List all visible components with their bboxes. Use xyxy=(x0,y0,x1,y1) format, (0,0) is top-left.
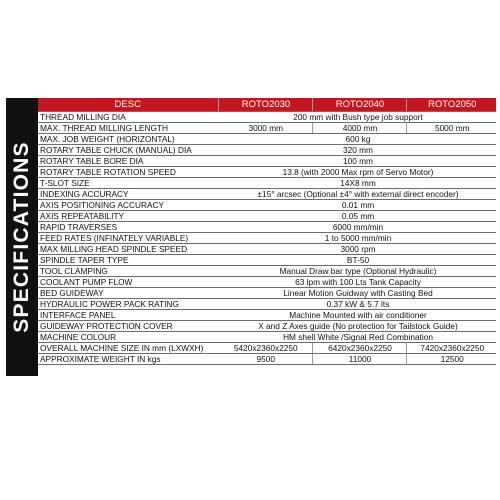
spec-value: Manual Draw bar type (Optional Hydraulic) xyxy=(218,266,496,277)
table-row xyxy=(38,310,496,321)
spec-label: GUIDEWAY PROTECTION COVER xyxy=(38,321,218,332)
table-row xyxy=(38,200,496,211)
spec-value: 200 mm with Bush type job support xyxy=(218,112,496,123)
spec-value: 12500 xyxy=(406,354,496,365)
spec-label: BED GUIDEWAY xyxy=(38,288,218,299)
table-row xyxy=(38,178,496,189)
spec-label: ROTARY TABLE ROTATION SPEED xyxy=(38,167,218,178)
spec-label: OVERALL MACHINE SIZE IN mm (LXWXH) xyxy=(38,343,218,354)
spec-value: 600 kg xyxy=(218,134,496,145)
spec-label: ROTARY TABLE CHUCK (MANUAL) DIA xyxy=(38,145,218,156)
table-header-row xyxy=(38,98,496,112)
spec-value: 5000 mm xyxy=(406,123,496,134)
spec-value: 5420x2360x2250 xyxy=(218,343,312,354)
table-row xyxy=(38,145,496,156)
spec-label: COOLANT PUMP FLOW xyxy=(38,277,218,288)
spec-value: 3000 mm xyxy=(218,123,312,134)
spec-value: 6420x2360x2250 xyxy=(312,343,406,354)
spec-label: AXIS POSITIONING ACCURACY xyxy=(38,200,218,211)
table-row xyxy=(38,134,496,145)
spec-label: MACHINE COLOUR xyxy=(38,332,218,343)
table-row xyxy=(38,211,496,222)
spec-value: 4000 mm xyxy=(312,123,406,134)
table-row xyxy=(38,343,496,354)
header-roto2050: ROTO2050 xyxy=(406,98,496,112)
specifications-table xyxy=(38,98,496,365)
specifications-sheet xyxy=(6,98,496,376)
table-row xyxy=(38,332,496,343)
spec-value: BT-50 xyxy=(218,255,496,266)
table-row xyxy=(38,354,496,365)
spec-value: 0.37 kW & 5.7 lts xyxy=(218,299,496,310)
spec-label: FEED RATES (INFINATELY VARIABLE) xyxy=(38,233,218,244)
spec-label: SPINDLE TAPER TYPE xyxy=(38,255,218,266)
header-roto2030: ROTO2030 xyxy=(218,98,312,112)
table-row xyxy=(38,299,496,310)
header-roto2040: ROTO2040 xyxy=(312,98,406,112)
spec-value: 63 lpm with 100 Lts Tank Capacity xyxy=(218,277,496,288)
spec-value: ±15° arcsec (Optional ±4° with external direct encoder) xyxy=(218,189,496,200)
spec-value: 9500 xyxy=(218,354,312,365)
table-row xyxy=(38,123,496,134)
spec-value: 1 to 5000 mm/min xyxy=(218,233,496,244)
spec-value: 100 mm xyxy=(218,156,496,167)
spec-value: HM shell White /Signal Red Combination xyxy=(218,332,496,343)
spec-label: MAX. THREAD MILLING LENGTH xyxy=(38,123,218,134)
spec-label: HYDRAULIC POWER PACK RATING xyxy=(38,299,218,310)
spec-label: MAX MILLING HEAD SPINDLE SPEED xyxy=(38,244,218,255)
spec-label: THREAD MILLING DIA xyxy=(38,112,218,123)
header-desc: DESC xyxy=(38,98,218,112)
table-row xyxy=(38,112,496,123)
table-row xyxy=(38,167,496,178)
spec-value: 0.01 mm xyxy=(218,200,496,211)
spec-value: 320 mm xyxy=(218,145,496,156)
table-row xyxy=(38,222,496,233)
spec-value: 0.05 mm xyxy=(218,211,496,222)
spec-label: INTERFACE PANEL xyxy=(38,310,218,321)
spec-label: ROTARY TABLE BORE DIA xyxy=(38,156,218,167)
spec-label: TOOL CLAMPING xyxy=(38,266,218,277)
spec-value: 6000 mm/min xyxy=(218,222,496,233)
spec-value: 3000 rpm xyxy=(218,244,496,255)
table-body xyxy=(38,112,496,365)
table-row xyxy=(38,321,496,332)
spec-value: 11000 xyxy=(312,354,406,365)
spec-label: RAPID TRAVERSES xyxy=(38,222,218,233)
spec-label: INDEXING ACCURACY xyxy=(38,189,218,200)
spec-value: Machine Mounted with air conditioner xyxy=(218,310,496,321)
table-row xyxy=(38,277,496,288)
spec-label: APPROXIMATE WEIGHT IN kgs xyxy=(38,354,218,365)
table-row xyxy=(38,266,496,277)
table-row xyxy=(38,255,496,266)
table-row xyxy=(38,156,496,167)
spec-label: T-SLOT SIZE xyxy=(38,178,218,189)
spec-value: Linear Motion Guidway with Casting Bed xyxy=(218,288,496,299)
spec-value: 13.8 (with 2000 Max rpm of Servo Motor) xyxy=(218,167,496,178)
spec-value: X and Z Axes guide (No protection for Tailstock Guide) xyxy=(218,321,496,332)
table-row xyxy=(38,244,496,255)
spec-label: MAX. JOB WEIGHT (HORIZONTAL) xyxy=(38,134,218,145)
table-row xyxy=(38,288,496,299)
table-row xyxy=(38,233,496,244)
sidebar-title: SPECIFICATIONS xyxy=(10,141,33,333)
table-row xyxy=(38,189,496,200)
spec-value: 14X8 mm xyxy=(218,178,496,189)
spec-label: AXIS REPEATABILITY xyxy=(38,211,218,222)
spec-value: 7420x2360x2250 xyxy=(406,343,496,354)
specifications-sidebar xyxy=(6,98,38,376)
